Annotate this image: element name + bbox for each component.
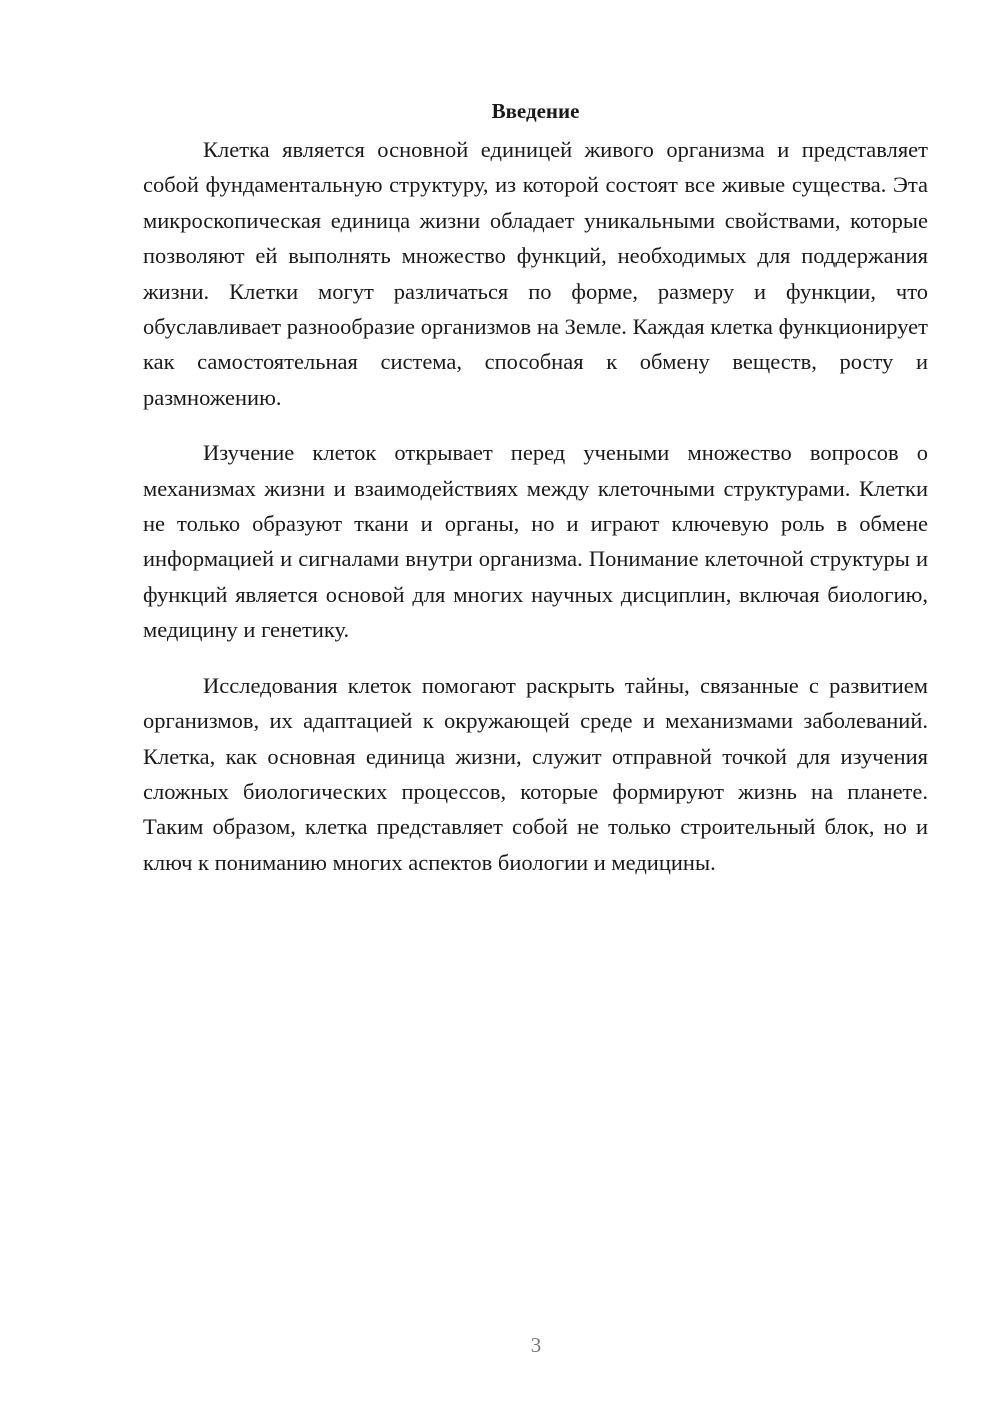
section-heading: Введение [491, 99, 580, 123]
paragraph-3: Исследования клеток помогают раскрыть тайны, связанные с развитием организмов, их адаптацией к окружающей среде и механизмами заболеваний. Клетка, как основная единица жизни, служит отправной точкой для изучения сложных биологических процессов, которые формируют жизнь на планете. Таким образом, клетка представляет собой не только строительный блок, но и ключ к пониманию многих аспектов биологии и медицины. [143, 672, 928, 875]
paragraph-1: Клетка является основной единицей живого организма и представляет собой фундаментальную структуру, из которой состоят все живые существа. Эта микроскопическая единица жизни обладает уникальными свойствами, которые позволяют ей выполнять множество функций, необходимых для поддержания жизни. Клетки могут различаться по форме, размеру и функции, что обуславливает разнообразие организмов на Земле. Каждая клетка функционирует как самостоятельная система, способная к обмену веществ, росту и размножению. [143, 137, 928, 410]
page-number: 3 [530, 1333, 542, 1357]
paragraph-2: Изучение клеток открывает перед учеными множество вопросов о механизмах жизни и взаимодействиях между клеточными структурами. Клетки не только образуют ткани и органы, но и играют ключевую роль в обмене информацией и сигналами внутри организма. Понимание клеточной структуры и функций является основой для многих научных дисциплин, включая биологию, медицину и генетику. [143, 440, 928, 643]
page-content [143, 96, 928, 900]
